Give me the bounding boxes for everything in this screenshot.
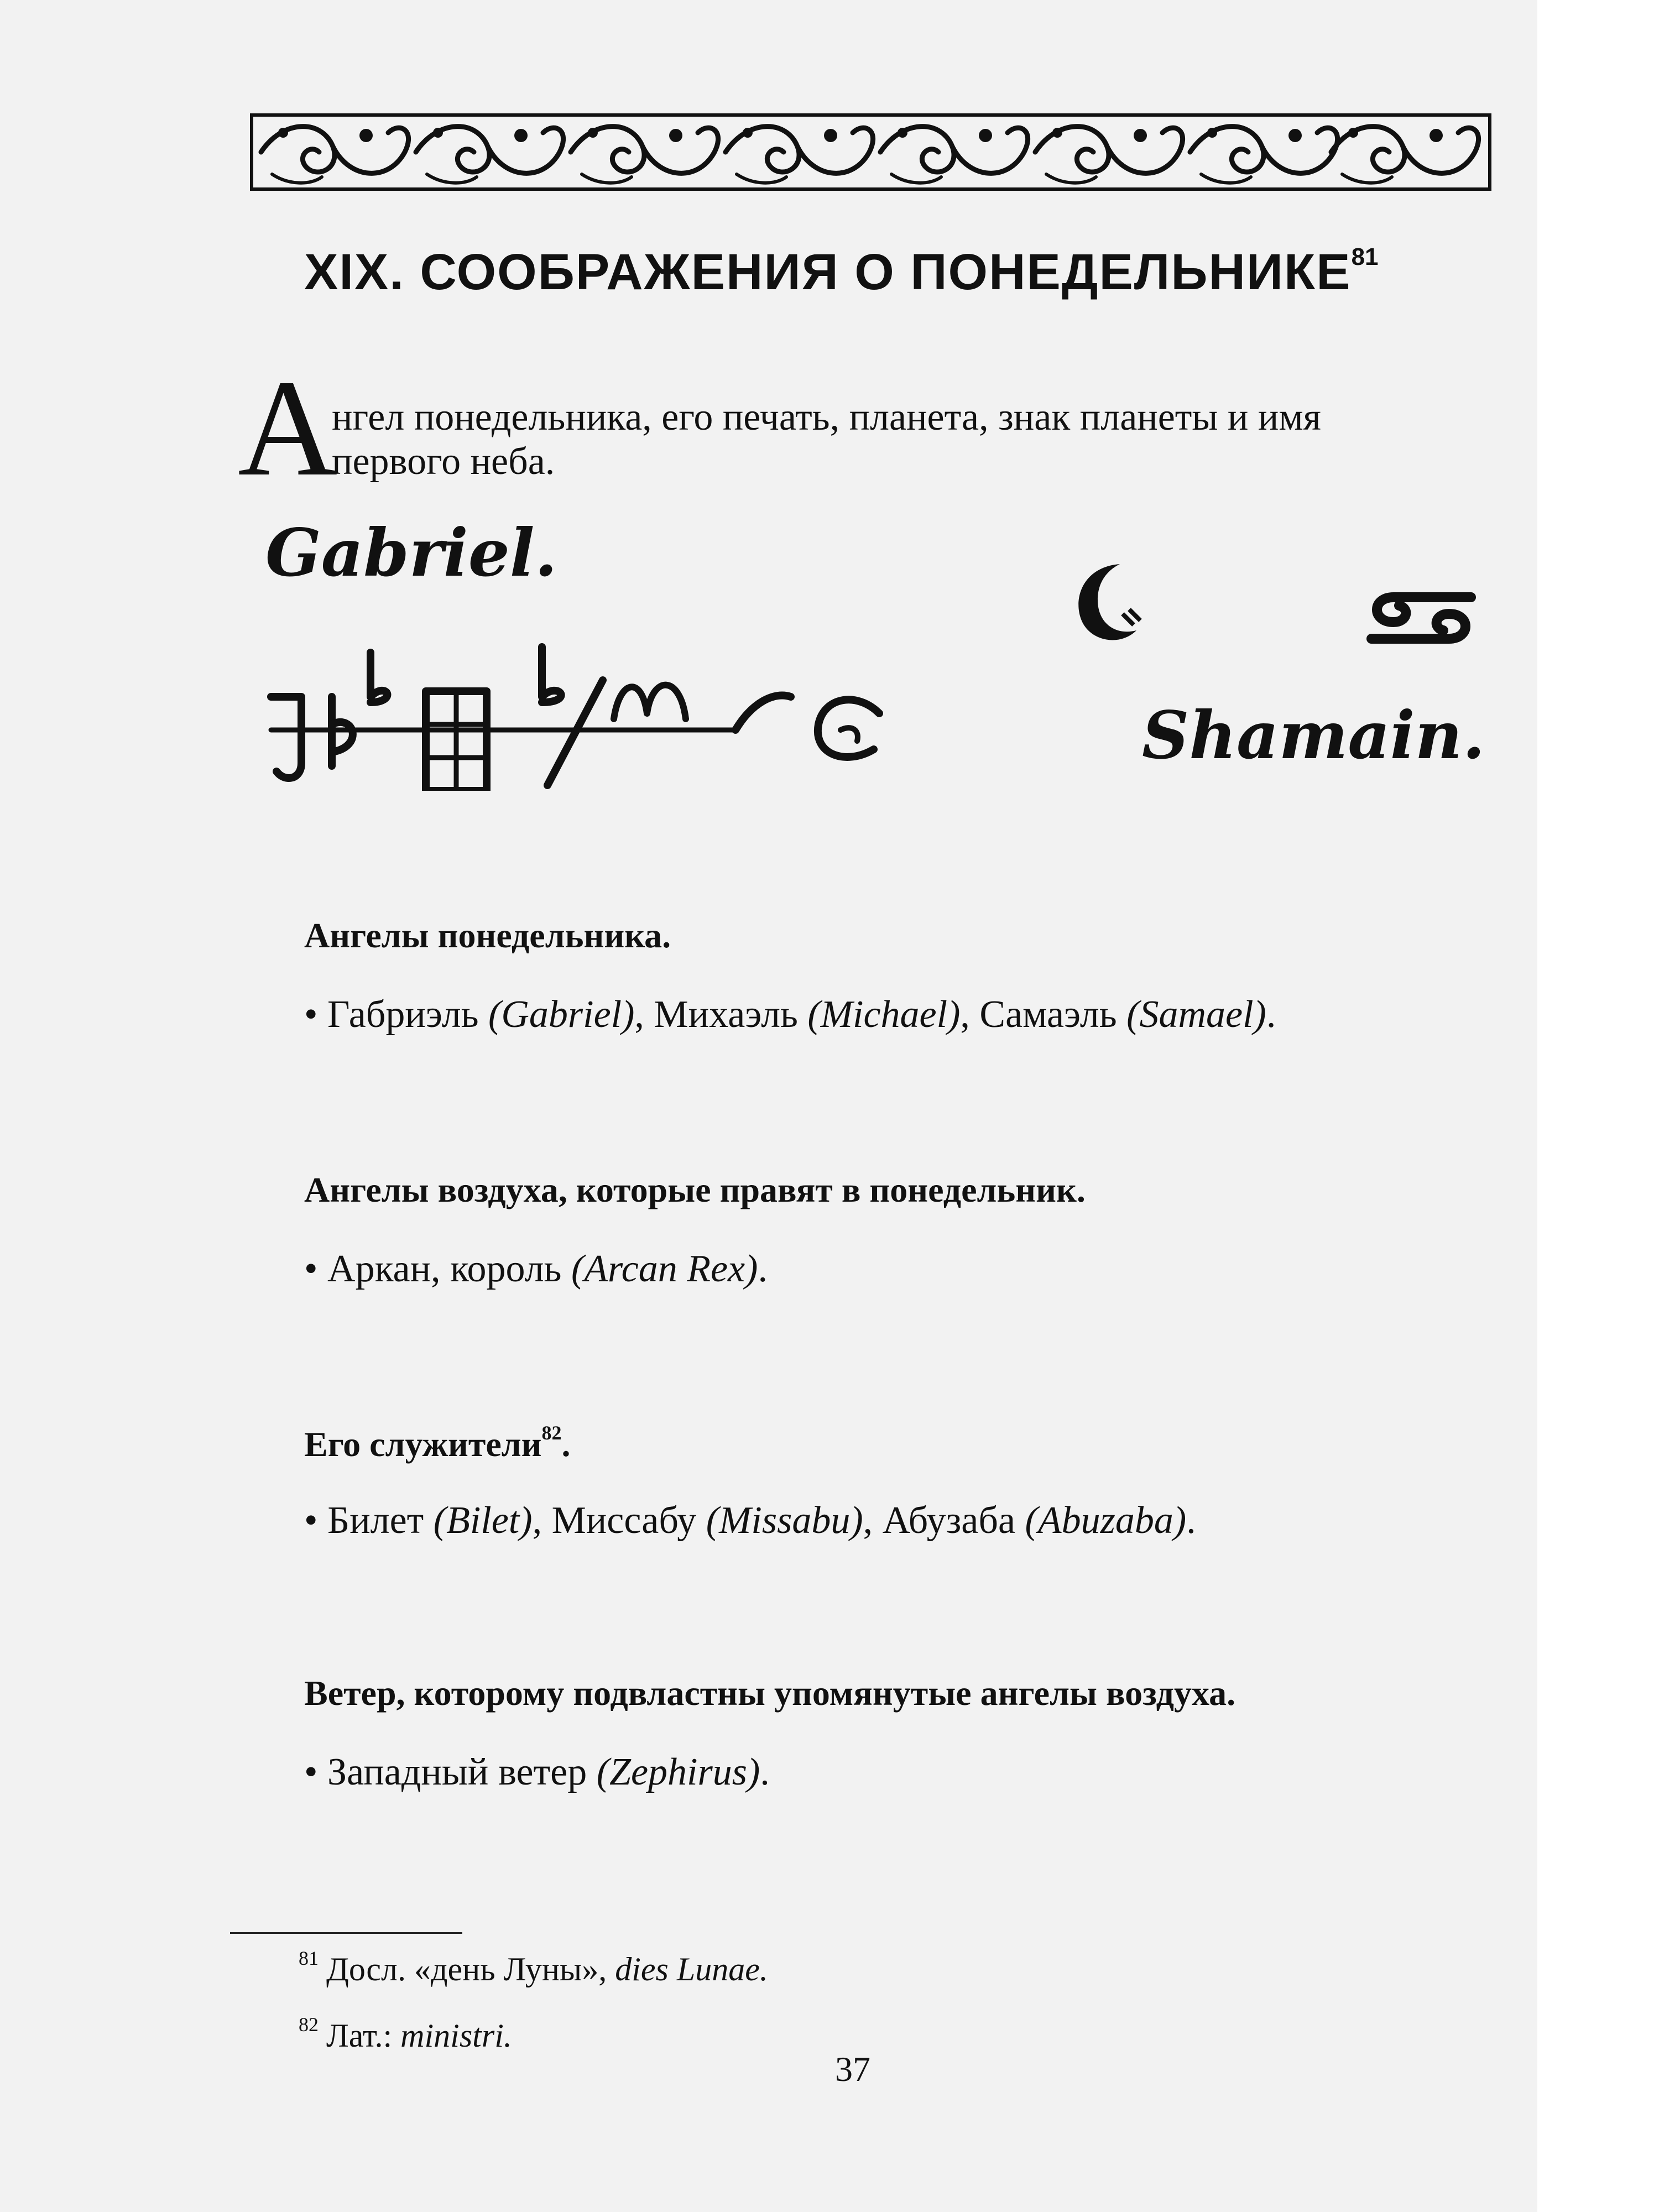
angel-item: Самаэль: [979, 993, 1117, 1036]
footnote-text: Лат.:: [326, 2017, 393, 2054]
separator: .: [1186, 1499, 1196, 1542]
latin-name: (Arcan Rex): [571, 1248, 758, 1290]
servant-item: Миссабу: [551, 1499, 697, 1542]
section-heading: Ангелы понедельника.: [304, 916, 671, 955]
chapter-number: XIX.: [304, 244, 405, 300]
separator: ,: [634, 993, 644, 1036]
list-item: [304, 993, 1493, 1037]
wind-item: Западный ветер: [327, 1751, 587, 1793]
angel-item: Аркан, король: [327, 1248, 562, 1290]
intro-line-1: нгел понедельника, его печать, планета, знак планеты и имя: [332, 396, 1321, 439]
footnote-ref-81: 81: [1351, 243, 1379, 270]
page-number: 37: [835, 2049, 870, 2089]
angel-item: Михаэль: [654, 993, 798, 1036]
angel-seal-sigil: [260, 636, 924, 791]
section-heading-text: Его служители: [304, 1425, 542, 1464]
footnote: [299, 2013, 512, 2055]
angel-name: Gabriel.: [265, 514, 557, 591]
section-heading: [304, 1421, 1493, 1465]
footnote: [299, 1947, 768, 1989]
separator: .: [1266, 993, 1276, 1036]
footnote-number: 81: [299, 1947, 319, 1969]
drop-cap: А: [238, 352, 338, 505]
list-item: [304, 1499, 1493, 1543]
latin-name: (Missabu): [706, 1499, 863, 1542]
floral-ornament-band: [250, 113, 1491, 191]
bullet: •: [304, 1751, 318, 1793]
section-heading: Ангелы воздуха, которые правят в понедельник.: [304, 1170, 1086, 1209]
footnote-latin: ministri.: [400, 2017, 512, 2054]
intro-line-2: первого неба.: [332, 440, 555, 483]
servant-item: Абузаба: [882, 1499, 1016, 1542]
bullet: •: [304, 993, 318, 1036]
separator: ,: [960, 993, 970, 1036]
footnote-number: 82: [299, 2013, 319, 2036]
chapter-title: [304, 243, 1493, 301]
heaven-name: Shamain.: [1142, 697, 1485, 774]
bullet: •: [304, 1248, 318, 1290]
list-item: [304, 1247, 1493, 1291]
chapter-title-text: СООБРАЖЕНИЯ О ПОНЕДЕЛЬНИКЕ: [420, 244, 1352, 300]
separator: .: [561, 1425, 571, 1464]
angel-item: Габриэль: [327, 993, 479, 1036]
latin-name: (Gabriel): [488, 993, 635, 1036]
latin-name: (Samael): [1126, 993, 1266, 1036]
footnote-latin: dies Lunae.: [615, 1951, 768, 1987]
bullet: •: [304, 1499, 318, 1542]
section-heading: Ветер, которому подвластны упомянутые ангелы воздуха.: [304, 1673, 1236, 1713]
footnote-divider: [230, 1932, 462, 1934]
latin-name: (Bilet): [433, 1499, 533, 1542]
latin-name: (Zephirus): [596, 1751, 760, 1793]
separator: .: [760, 1751, 770, 1793]
servant-item: Билет: [327, 1499, 424, 1542]
cancer-sign-icon: [1360, 581, 1482, 658]
scan-margin: [1537, 0, 1659, 2212]
list-item: [304, 1750, 1493, 1794]
moon-icon: [1067, 559, 1145, 647]
latin-name: (Abuzaba): [1025, 1499, 1187, 1542]
separator: ,: [532, 1499, 542, 1542]
separator: .: [758, 1248, 768, 1290]
separator: ,: [863, 1499, 873, 1542]
footnote-text: Досл. «день Луны»,: [326, 1951, 607, 1987]
latin-name: (Michael): [807, 993, 961, 1036]
footnote-ref-82: 82: [541, 1422, 562, 1444]
